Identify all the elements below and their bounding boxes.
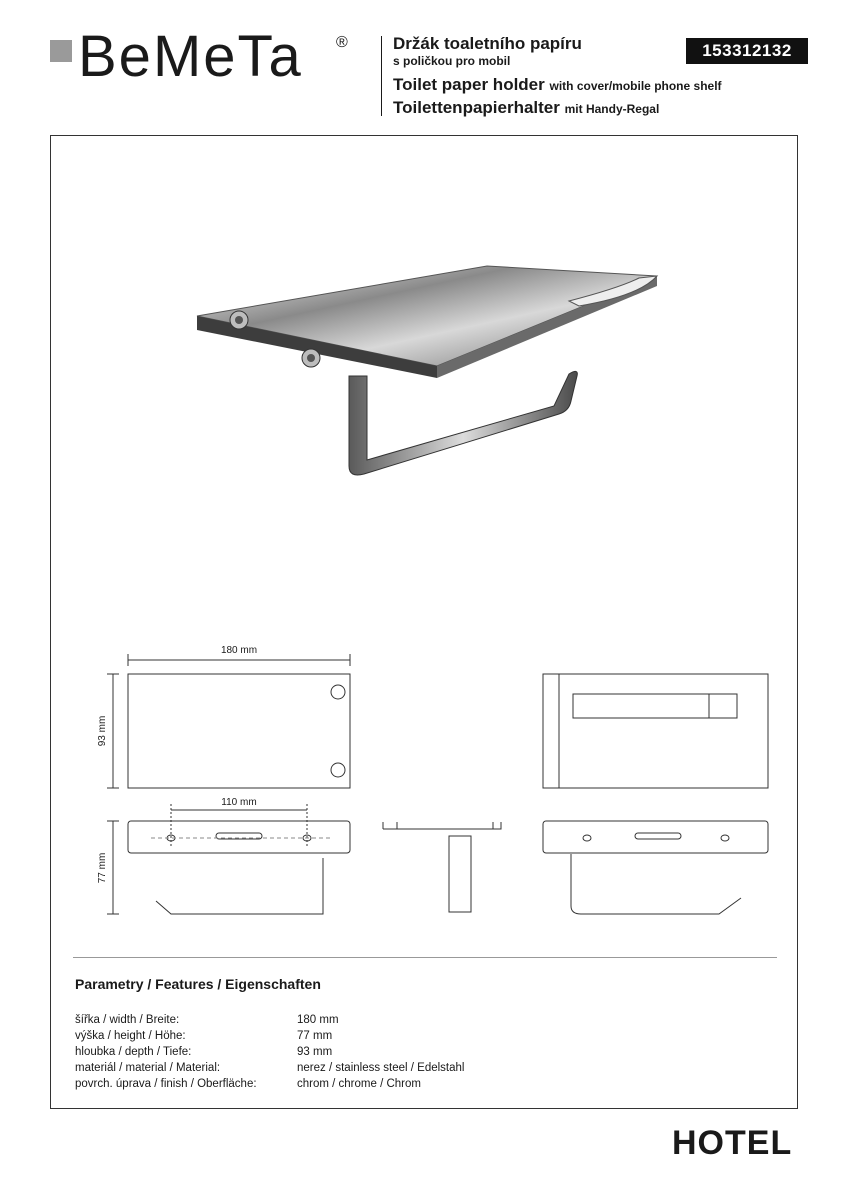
title-de-main: Toilettenpapierhalter [393, 98, 560, 117]
header-divider [381, 36, 382, 116]
features-title: Parametry / Features / Eigenschaften [75, 976, 321, 992]
technical-drawings [97, 636, 791, 926]
feature-value: nerez / stainless steel / Edelstahl [297, 1062, 465, 1074]
depth-dimension-label: 77 mm [97, 852, 108, 884]
title-en [393, 74, 743, 97]
registered-mark: ® [336, 34, 348, 51]
feature-label: šířka / width / Breite: [75, 1014, 180, 1026]
feature-row [75, 1044, 597, 1060]
feature-label: výška / height / Höhe: [75, 1030, 186, 1042]
feature-row [75, 1060, 597, 1076]
feature-value: 180 mm [297, 1014, 339, 1026]
title-en-main: Toilet paper holder [393, 75, 545, 94]
content-frame [50, 135, 798, 1109]
section-divider [73, 957, 777, 958]
title-en-sub: with cover/mobile phone shelf [549, 79, 722, 93]
collection-name: HOTEL [672, 1124, 793, 1162]
width-dimension-label: 180 mm [220, 645, 258, 656]
feature-value: 77 mm [297, 1030, 333, 1042]
logo-square [50, 40, 72, 62]
feature-row [75, 1028, 597, 1044]
product-code-badge: 153312132 [686, 38, 808, 64]
title-cz: Držák toaletního papíru [393, 34, 582, 53]
top-view-plate [128, 674, 350, 788]
feature-label: povrch. úprava / finish / Oberfläche: [75, 1078, 257, 1090]
feature-value: 93 mm [297, 1046, 333, 1058]
feature-row [75, 1076, 597, 1092]
logo-text: BeMeTa [78, 24, 303, 89]
feature-label: materiál / material / Material: [75, 1062, 221, 1074]
feature-row [75, 1012, 597, 1028]
title-de [393, 97, 743, 120]
feature-label: hloubka / depth / Tiefe: [75, 1046, 192, 1058]
brand-logo [50, 24, 360, 90]
height-dimension-label: 93 mm [97, 715, 108, 747]
title-cz-sub: s poličkou pro mobil [393, 54, 511, 68]
features-table [75, 1012, 597, 1092]
title-de-sub: mit Handy-Regal [564, 102, 660, 116]
feature-value: chrom / chrome / Chrom [297, 1078, 421, 1090]
product-photo [199, 216, 659, 476]
mount-dimension-label: 110 mm [221, 797, 257, 808]
